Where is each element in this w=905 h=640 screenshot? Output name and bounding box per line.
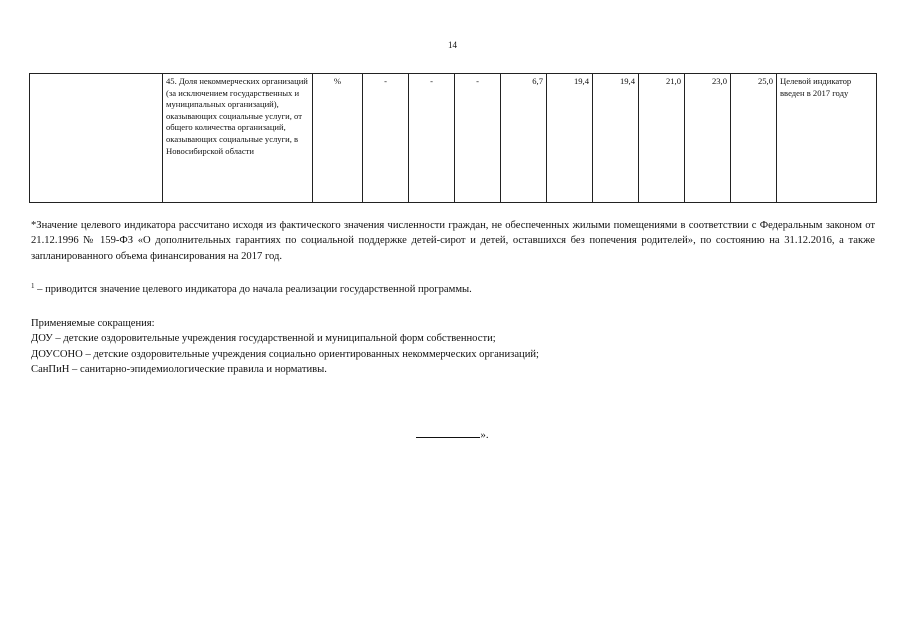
abbreviations-heading: Применяемые сокращения: bbox=[31, 318, 155, 329]
abbreviation-item: СанПиН – санитарно-эпидемиологические правила и нормативы. bbox=[31, 363, 327, 375]
unit-cell: % bbox=[313, 74, 363, 203]
table-row bbox=[30, 74, 877, 203]
table-cell-empty bbox=[30, 74, 163, 203]
footnote-one bbox=[31, 282, 875, 297]
end-mark bbox=[0, 428, 905, 441]
value-cell: - bbox=[363, 74, 409, 203]
value-cell: 19,4 bbox=[547, 74, 593, 203]
abbreviation-item: ДОУСОНО – детские оздоровительные учреждения социально ориентированных некоммерческих организаций; bbox=[31, 348, 539, 360]
abbreviations bbox=[31, 316, 875, 377]
value-cell: 25,0 bbox=[731, 74, 777, 203]
footnote-star-text: *Значение целевого индикатора рассчитано исходя из фактического значения численности граждан, не обеспеченных жилыми помещениями в соответствии с Федеральным законом от 21.12.1996 № 159-ФЗ «О дополнительных гарантиях по социальной поддержке детей-сирот и детей, оставшихся без попечения родителей», по состоянию на 31.12.2016, а также запланированного объема финансирования на 2017 год. bbox=[31, 220, 875, 262]
footnote-star bbox=[31, 218, 875, 264]
page-number: 14 bbox=[448, 40, 457, 50]
value-cell: 6,7 bbox=[501, 74, 547, 203]
value-cell: 23,0 bbox=[685, 74, 731, 203]
blank-line bbox=[416, 428, 480, 438]
abbreviation-item: ДОУ – детские оздоровительные учреждения государственной и муниципальной форм собственности; bbox=[31, 333, 496, 345]
indicator-table bbox=[29, 73, 877, 203]
footnote-one-marker: 1 bbox=[31, 282, 35, 290]
value-cell: - bbox=[409, 74, 455, 203]
value-cell: 19,4 bbox=[593, 74, 639, 203]
note-cell: Целевой индикатор введен в 2017 году bbox=[777, 74, 877, 203]
closing-quote: ». bbox=[480, 429, 489, 441]
footnote-one-text: – приводится значение целевого индикатора до начала реализации государственной программы. bbox=[34, 284, 472, 295]
value-cell: 21,0 bbox=[639, 74, 685, 203]
indicator-name-cell: 45. Доля некоммерческих организаций (за исключением государственных и муниципальных организаций), оказывающих социальные услуги, от общего количества организаций, оказывающих социальные услуги, в Новосибирской области bbox=[163, 74, 313, 203]
value-cell: - bbox=[455, 74, 501, 203]
